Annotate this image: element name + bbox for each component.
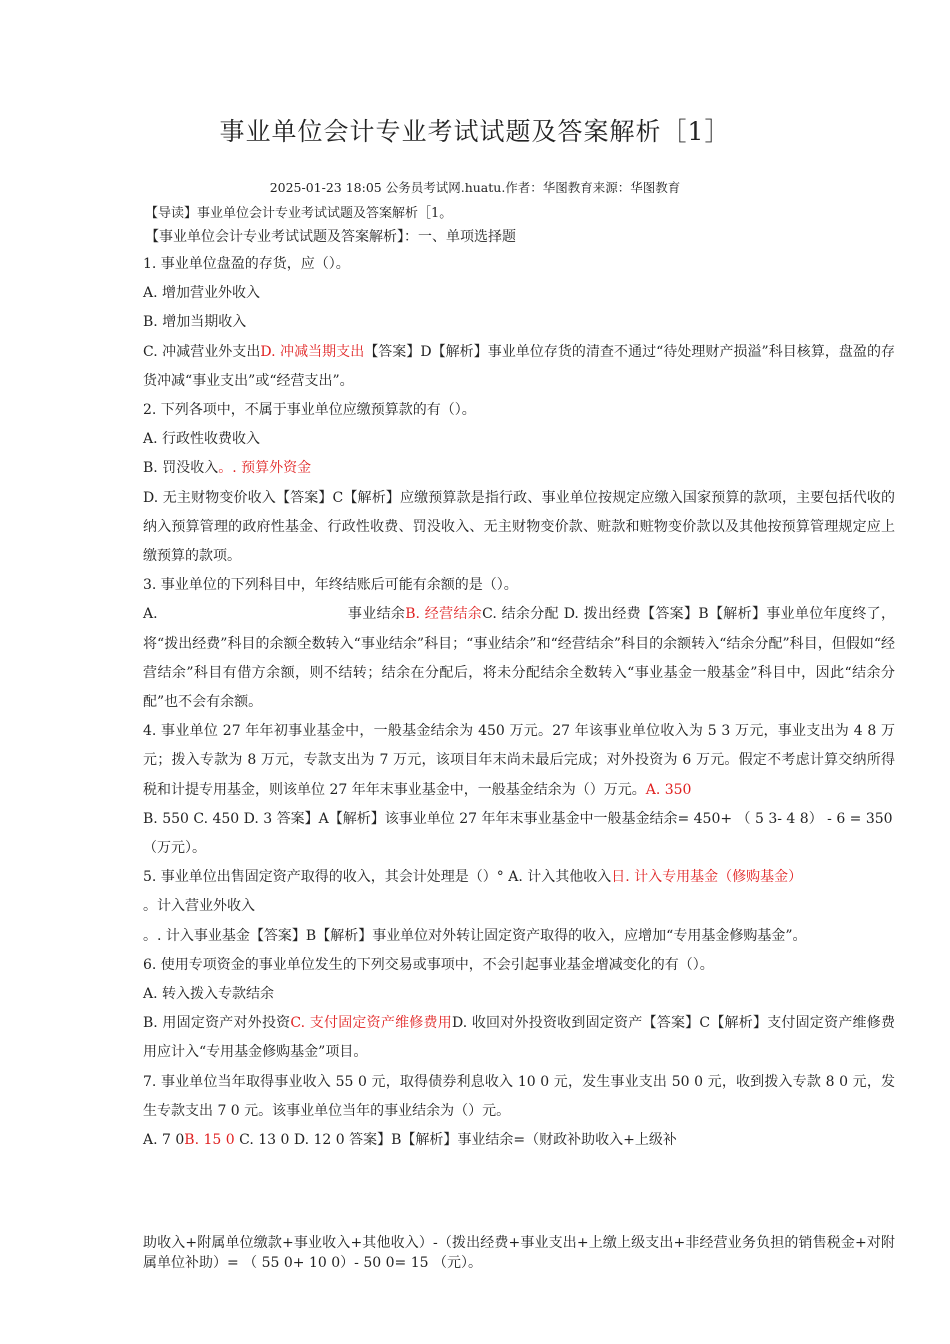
question-1-option-a: A. 增加营业外收入: [143, 285, 261, 302]
question-6-options-and-answer: [143, 1009, 895, 1067]
question-2-stem: 2. 下列各项中，不属于事业单位应缴预算款的有（）。: [143, 402, 476, 419]
question-5-stem: 5. 事业单位出售固定资产取得的收入，其会计处理是（）° A. 计入其他收入: [143, 869, 612, 886]
question-7-options-and-answer: [143, 1126, 895, 1155]
question-5-option-b: 日. 计入专用基金（修购基金）: [611, 869, 803, 886]
question-5-stem-and-option-b: [143, 863, 895, 892]
question-7-option-a: A. 7 0: [143, 1132, 185, 1149]
section-intro: 【事业单位会计专业考试试题及答案解析】：一、单项选择题: [145, 229, 516, 245]
question-3-options-and-answer: [143, 600, 895, 717]
question-1-option-c-and-answer: [143, 338, 895, 396]
question-4-stem: 4. 事业单位 27 年年初事业基金中，一般基金结余为 450 万元。27 年该事业单位收入为 5 3 万元，事业支出为 4 8 万元；拨入专款为 8 万元，专款支出为 7 万元，该项目年末尚未最后完成；对外投资为 6 万元。假定不考虑计算交纳所得税和计提专用基金，则该单位 27 年年末事业基金中，一般基金结余为（）万元。: [143, 723, 895, 798]
question-2-option-d-and-answer: D. 无主财物变价收入【答案】C【解析】应缴预算款是指行政、事业单位按规定应缴入国家预算的款项，主要包括代收的纳入预算管理的政府性基金、行政性收费、罚没收入、无主财物变价款、赃款和赃物变价款以及其他按预算管理规定应上缴预算的款项。: [143, 489, 895, 565]
question-2-option-b: B. 罚没收入: [143, 460, 219, 477]
question-7-answer-continued: 助收入+附属单位缴款+事业收入+其他收入）-（拨出经费+事业支出+上缴上级支出+非经营业务负担的销售税金+对附属单位补助）= （ 55 0+ 10 0）- 50 0= 15 （元）。: [143, 1235, 895, 1271]
question-3-option-a-label: A.: [143, 606, 158, 623]
question-2-option-b-line: [143, 454, 895, 483]
question-1-answer: 【答案】D【解析】事业单位存货的清查不通过“待处理财产损溢”科目核算，盘盈的存货冲减“事业支出”或“经营支出”。: [143, 343, 895, 389]
question-3-answer: C. 结余分配 D. 拨出经费【答案】B【解析】事业单位年度终了，将“拨出经费”科目的余额全数转入“事业结余”科目；“事业结余”和“经营结余”科目的余额转入“结余分配”科目，但假如“经营结余”科目有借方余额，则不结转；结余在分配后，将未分配结余全数转入“事业基金一般基金”科目中，因此“结余分配”也不会有余额。: [143, 606, 895, 711]
question-2-option-a: A. 行政性收费收入: [143, 431, 261, 448]
question-7-stem: 7. 事业单位当年取得事业收入 55 0 元，取得债券利息收入 10 0 元，发生事业支出 50 0 元，收到拨入专款 8 0 元，发生专款支出 7 0 元。该事业单位当年的事业结余为（）元。: [143, 1073, 895, 1119]
question-6-option-c: C. 支付固定资产维修费用: [290, 1015, 452, 1032]
article-meta: 2025-01-23 18:05 公务员考试网.huatu.作者：华图教育来源：华图教育: [269, 180, 681, 195]
question-6-stem: 6. 使用专项资金的事业单位发生的下列交易或事项中，不会引起事业基金增减变化的有（）。: [143, 956, 714, 973]
question-7-answer: C. 13 0 D. 12 0 答案】B【解析】事业结余=（财政补助收入+上级补: [234, 1132, 677, 1149]
question-5-option-c: 。计入营业外收入: [143, 898, 255, 915]
question-7-option-b: B. 15 0: [184, 1132, 235, 1149]
question-1-option-d: D. 冲减当期支出: [260, 343, 365, 360]
question-4-answer: B. 550 C. 450 D. 3 答案】A【解析】该事业单位 27 年年末事业基金中一般基金结余= 450+ （ 5 3- 4 8） - 6 = 350 （万元）。: [143, 810, 893, 857]
question-1-option-c: C. 冲减营业外支出: [143, 343, 261, 360]
question-4-option-a: A. 350: [645, 781, 692, 798]
question-3-option-b: B. 经营结余: [405, 606, 483, 623]
page-title: 事业单位会计专业考试试题及答案解析［1］: [219, 117, 731, 146]
article-lead: 【导读】事业单位会计专业考试试题及答案解析［1。: [145, 206, 453, 221]
question-6-option-a: A. 转入拨入专款结余: [143, 986, 275, 1003]
question-3-stem: 3. 事业单位的下列科目中，年终结账后可能有余额的是（）。: [143, 577, 518, 594]
question-6-answer: D. 收回对外投资收到固定资产【答案】C【解析】支付固定资产维修费用应计入“专用基金修购基金”项目。: [143, 1015, 895, 1061]
question-4-stem-and-option-a: [143, 717, 895, 805]
question-6-option-b: B. 用固定资产对外投资: [143, 1015, 291, 1032]
question-3-option-a: 事业结余: [347, 606, 406, 623]
article-body: [143, 250, 895, 1155]
question-2-option-c: 。. 预算外资金: [218, 460, 312, 477]
question-1-option-b: B. 增加当期收入: [143, 314, 247, 331]
question-5-option-d-and-answer: 。. 计入事业基金【答案】B【解析】事业单位对外转让固定资产取得的收入，应增加“专用基金修购基金”。: [143, 927, 807, 944]
question-1-stem: 1. 事业单位盘盈的存货，应（）。: [143, 256, 350, 272]
